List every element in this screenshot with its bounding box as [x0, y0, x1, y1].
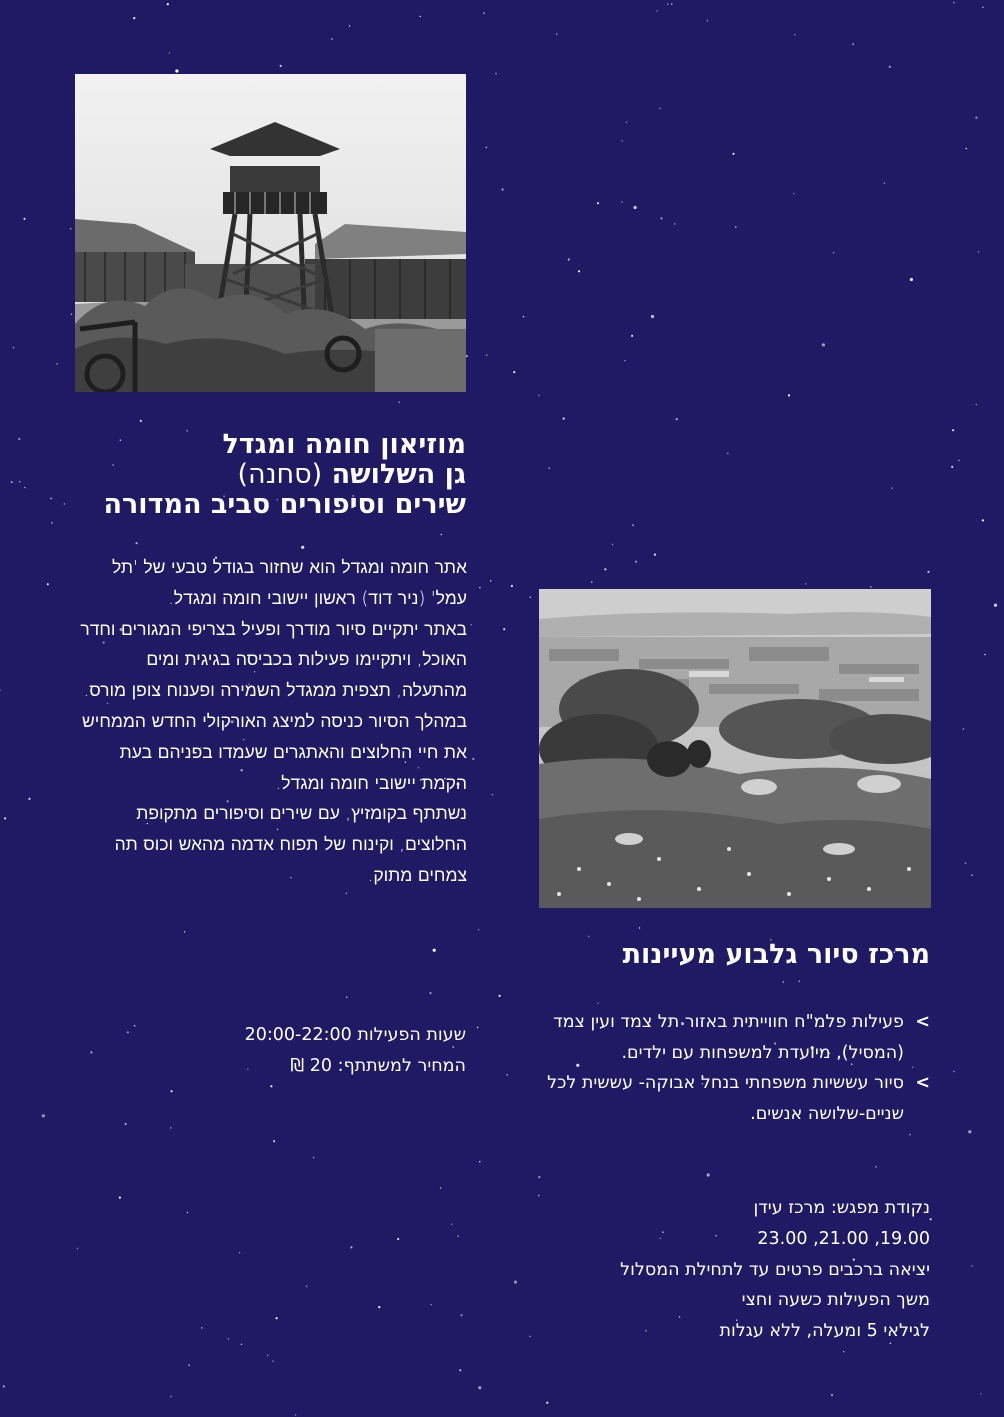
star — [478, 929, 479, 930]
star — [676, 418, 678, 420]
star — [28, 798, 30, 800]
star — [523, 316, 524, 317]
star — [651, 315, 654, 318]
star — [301, 546, 304, 549]
star — [597, 202, 599, 204]
star — [241, 1344, 242, 1345]
star — [167, 3, 169, 5]
star — [875, 1166, 876, 1167]
star — [13, 347, 14, 348]
star — [503, 628, 505, 630]
star — [822, 343, 825, 346]
star — [18, 438, 20, 440]
star — [656, 10, 657, 11]
star — [457, 1235, 458, 1236]
star — [632, 525, 633, 526]
star — [486, 355, 487, 356]
star — [140, 420, 142, 422]
body-paragraph: באתר יתקיים סיור מודרך ופעיל בצריפי המגורים וחדר האוכל, ויתקיימו פעילות בכביסה בגיגית ומים מהתעלה, תצפית ממגדל השמירה ופענוח צופן מורס. — [80, 619, 467, 702]
star — [397, 1238, 399, 1240]
star — [47, 583, 49, 585]
title-location — [75, 460, 466, 490]
star — [459, 1369, 461, 1371]
star — [511, 585, 513, 587]
star — [502, 188, 504, 190]
star — [490, 580, 491, 581]
activity-hours: שעות הפעילות 20:00-22:00 — [244, 1025, 466, 1045]
title-location-name: גן השלושה — [331, 459, 466, 490]
star — [295, 1414, 296, 1415]
star — [984, 654, 985, 655]
star — [727, 453, 728, 454]
star — [783, 981, 784, 982]
star — [187, 1212, 188, 1213]
star — [460, 1314, 462, 1316]
star — [56, 363, 57, 364]
star — [483, 13, 484, 14]
star — [4, 817, 6, 819]
left-article-body — [75, 553, 467, 892]
star — [631, 335, 633, 337]
star — [188, 1365, 189, 1366]
star — [546, 1402, 548, 1404]
list-item-text: פעילות פלמ"ח חווייתית באזור תל צמד ועין צמד (המסיל). מיועדת למשפחות עם ילדים. — [553, 1012, 904, 1063]
star — [11, 481, 13, 483]
star — [201, 1327, 202, 1328]
right-article-title: מרכז סיור גלבוע מעיינות — [622, 939, 930, 970]
list-item — [539, 1007, 930, 1068]
meeting-point: נקודת מפגש: מרכז עידן — [753, 1198, 930, 1218]
star — [530, 1336, 531, 1337]
star — [953, 2, 954, 3]
star — [506, 1074, 507, 1075]
star — [3, 1385, 5, 1387]
star — [621, 201, 622, 202]
star — [843, 1351, 844, 1352]
star — [707, 1173, 710, 1176]
star — [634, 206, 637, 209]
bullet-arrow-icon: > — [915, 1012, 930, 1032]
star — [306, 1286, 307, 1287]
star — [499, 995, 501, 997]
star — [24, 487, 25, 488]
star — [399, 402, 400, 403]
star — [228, 1338, 229, 1339]
star — [170, 1127, 171, 1128]
star — [23, 218, 25, 220]
list-item-text: סיור עששיות משפחתי בנחל אבוקה- עששית לכל שניים-שלושה אנשים. — [547, 1073, 904, 1124]
star — [799, 981, 800, 982]
star — [884, 182, 885, 183]
star — [466, 355, 468, 357]
star — [272, 1360, 273, 1361]
star — [71, 314, 72, 315]
star — [659, 108, 660, 109]
star — [270, 1085, 272, 1087]
star — [707, 20, 708, 21]
star — [671, 3, 672, 4]
star — [793, 193, 794, 194]
star — [171, 1090, 173, 1092]
star — [133, 17, 135, 19]
left-article-details — [75, 1020, 466, 1082]
star — [965, 863, 966, 864]
star — [591, 581, 592, 582]
star — [626, 122, 627, 123]
activity-times: 19.00, 21.00, 23.00 — [757, 1228, 930, 1249]
star — [429, 992, 431, 994]
star — [667, 4, 668, 5]
left-article-title — [75, 430, 466, 520]
star — [975, 117, 977, 119]
star — [431, 1304, 432, 1305]
star — [486, 147, 487, 148]
star — [953, 1071, 954, 1072]
star — [951, 466, 953, 468]
star — [732, 153, 734, 155]
star — [870, 586, 871, 587]
star — [674, 223, 675, 224]
body-paragraph: במהלך הסיור כניסה למיצג האורקולי החדש הממחיש את חיי החלוצים והאתגרים שעמדו בפניהם בעת הקמת יישובי חומה ומגדל. — [82, 711, 467, 794]
star — [119, 1197, 121, 1199]
star — [280, 65, 282, 67]
star — [51, 522, 52, 523]
star — [556, 33, 557, 34]
star — [478, 1386, 481, 1389]
star — [42, 1114, 45, 1117]
star — [831, 1394, 833, 1396]
star — [276, 1317, 278, 1319]
star — [433, 949, 436, 952]
star — [980, 1393, 981, 1394]
star — [472, 758, 474, 760]
star — [346, 893, 347, 894]
star — [597, 1003, 598, 1004]
departure-info: יציאה ברכבים פרטים עד לתחילת המסלול — [620, 1259, 930, 1280]
star — [549, 468, 550, 469]
right-article-details — [539, 1193, 930, 1347]
body-paragraph: נשתתף בקומזיץ, עם שירים וסיפורים מתקופת החלוצים, וקינוח של תפוח אדמה מהאש וכוס תה צמחים מתוק. — [114, 804, 467, 886]
star — [639, 927, 640, 928]
star — [538, 1176, 540, 1178]
list-item — [539, 1068, 930, 1129]
star — [909, 1134, 910, 1135]
star — [621, 140, 622, 141]
title-museum-name: מוזיאון חומה ומגדל — [222, 429, 466, 460]
star — [971, 874, 972, 875]
star — [175, 69, 178, 72]
star — [612, 544, 613, 545]
star — [420, 16, 421, 17]
star — [492, 794, 493, 795]
star — [994, 604, 997, 607]
star — [470, 624, 471, 625]
star — [982, 7, 983, 8]
star — [378, 1306, 380, 1308]
price-per-participant: המחיר למשתתף: 20 ₪ — [290, 1056, 466, 1076]
star — [982, 519, 984, 521]
watchtower-photo — [75, 74, 466, 392]
star — [19, 481, 20, 482]
star — [891, 487, 892, 488]
star — [267, 1355, 268, 1356]
star — [477, 1027, 478, 1028]
star — [604, 568, 606, 570]
star — [624, 360, 625, 361]
star — [958, 460, 959, 461]
body-paragraph: אתר חומה ומגדל הוא שחזור בגודל טבעי של 'תל עמל' (ניר דוד) ראשון יישובי חומה ומגדל. — [111, 558, 467, 609]
star — [125, 1123, 127, 1125]
star — [563, 418, 565, 420]
age-restriction: לגילאי 5 ומעלה, ללא עגלות — [719, 1321, 930, 1342]
star — [136, 542, 138, 544]
star — [313, 1157, 314, 1158]
star — [451, 1224, 452, 1225]
star — [660, 217, 662, 219]
star — [495, 73, 496, 74]
star — [963, 728, 964, 729]
bullet-arrow-icon: > — [915, 1073, 930, 1093]
star — [346, 997, 347, 998]
star — [239, 1252, 240, 1253]
star — [971, 1265, 972, 1266]
activity-duration: משך הפעילות כשעה וחצי — [741, 1290, 930, 1311]
star — [735, 226, 736, 227]
star — [77, 1248, 78, 1249]
star — [910, 278, 913, 281]
star — [170, 1396, 171, 1397]
star — [514, 1281, 517, 1284]
star — [889, 66, 891, 68]
star — [805, 583, 806, 584]
star — [794, 34, 795, 35]
star — [0, 690, 1, 691]
star — [578, 270, 580, 272]
star — [966, 148, 967, 149]
star — [976, 404, 977, 405]
star — [538, 395, 539, 396]
star — [635, 561, 637, 563]
star — [530, 597, 531, 598]
title-subtitle: שירים וסיפורים סביב המדורה — [103, 489, 466, 520]
star — [70, 228, 71, 229]
star — [952, 429, 954, 431]
star — [479, 1161, 480, 1162]
gilboa-landscape-photo — [539, 589, 931, 908]
star — [441, 534, 442, 535]
star — [852, 44, 853, 45]
star — [440, 1187, 441, 1188]
star — [927, 571, 929, 573]
title-location-alias: (סחנה) — [237, 459, 323, 490]
star — [331, 38, 332, 39]
star — [169, 52, 170, 53]
star — [479, 587, 480, 588]
star — [968, 1130, 971, 1133]
star — [568, 258, 570, 260]
star — [350, 1246, 352, 1248]
star — [184, 931, 185, 932]
star — [64, 503, 65, 504]
star — [51, 498, 52, 499]
star — [833, 252, 834, 253]
star — [978, 251, 979, 252]
star — [273, 1140, 275, 1142]
star — [513, 371, 515, 373]
star — [654, 554, 656, 556]
activity-list — [539, 1007, 930, 1129]
star — [788, 394, 790, 396]
star — [349, 25, 350, 26]
